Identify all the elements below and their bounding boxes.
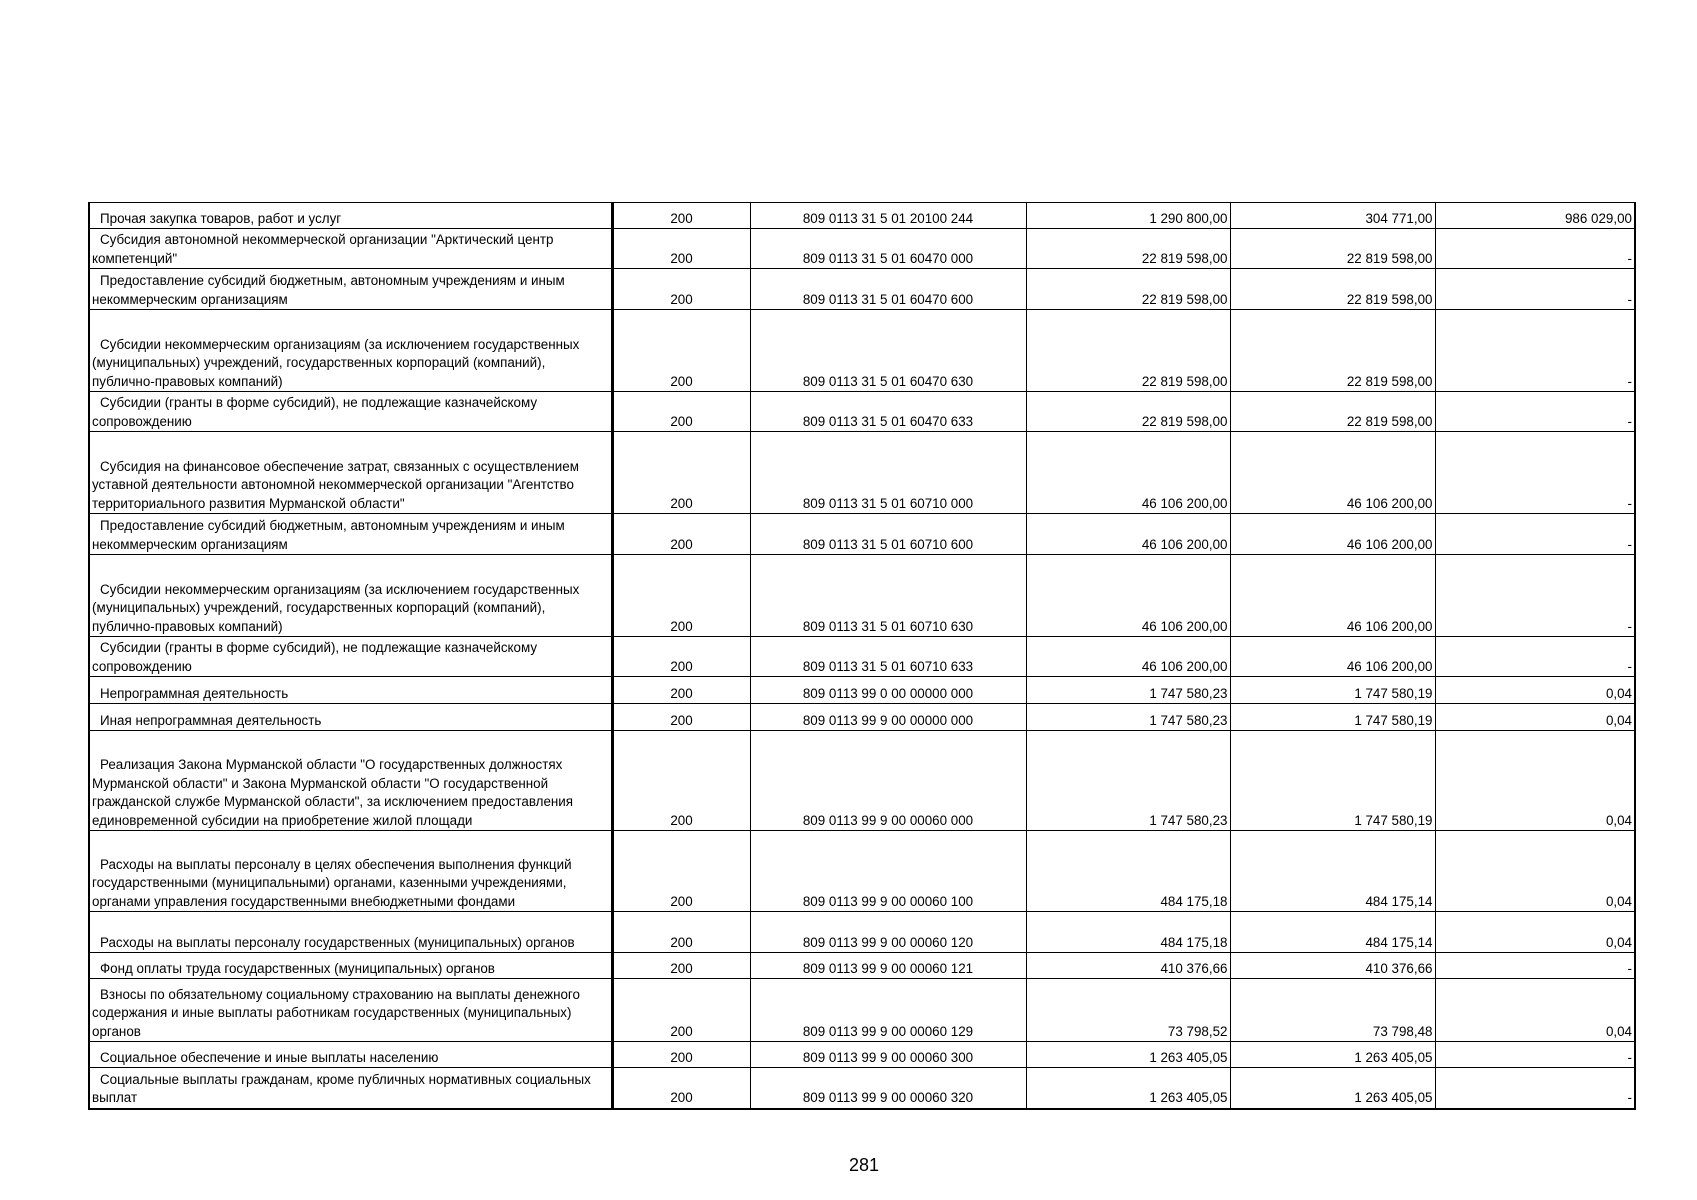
approved-amount-cell: 46 106 200,00	[1026, 555, 1230, 637]
table-row	[89, 1042, 1635, 1068]
expense-name-cell: Социальные выплаты гражданам, кроме публичных нормативных социальных выплат	[89, 1068, 612, 1109]
executed-amount-cell: 46 106 200,00	[1230, 637, 1435, 677]
expense-name-cell: Предоставление субсидий бюджетным, автономным учреждениям и иным некоммерческим организациям	[89, 269, 612, 310]
table-row	[89, 912, 1635, 953]
classification-code-cell: 809 0113 99 9 00 00060 129	[750, 979, 1026, 1042]
expense-name-cell: Расходы на выплаты персоналу в целях обеспечения выполнения функций государственными (муниципальными) органами, казенными учреждениями, органами управления государственными внебюджетными фондами	[89, 831, 612, 912]
line-code-cell: 200	[612, 1068, 750, 1109]
expense-name-cell: Субсидии некоммерческим организациям (за исключением государственных (муниципальных) учреждений, государственных корпораций (компаний), публично-правовых компаний)	[89, 310, 612, 392]
executed-amount-cell: 46 106 200,00	[1230, 555, 1435, 637]
line-code-cell: 200	[612, 514, 750, 555]
remaining-amount-cell: 0,04	[1435, 704, 1635, 731]
line-code-cell: 200	[612, 953, 750, 979]
approved-amount-cell: 73 798,52	[1026, 979, 1230, 1042]
remaining-amount-cell: 986 029,00	[1435, 203, 1635, 229]
remaining-amount-cell: -	[1435, 229, 1635, 269]
line-code-cell: 200	[612, 637, 750, 677]
executed-amount-cell: 46 106 200,00	[1230, 514, 1435, 555]
table-row	[89, 229, 1635, 269]
expense-name-cell: Прочая закупка товаров, работ и услуг	[89, 203, 612, 229]
classification-code-cell: 809 0113 99 0 00 00000 000	[750, 677, 1026, 704]
table-body	[89, 203, 1635, 1109]
executed-amount-cell: 484 175,14	[1230, 912, 1435, 953]
expense-name-cell: Субсидии (гранты в форме субсидий), не подлежащие казначейскому сопровождению	[89, 637, 612, 677]
remaining-amount-cell: -	[1435, 555, 1635, 637]
approved-amount-cell: 1 263 405,05	[1026, 1068, 1230, 1109]
classification-code-cell: 809 0113 31 5 01 60470 630	[750, 310, 1026, 392]
approved-amount-cell: 410 376,66	[1026, 953, 1230, 979]
classification-code-cell: 809 0113 99 9 00 00060 300	[750, 1042, 1026, 1068]
table-row	[89, 269, 1635, 310]
approved-amount-cell: 484 175,18	[1026, 912, 1230, 953]
table-row	[89, 310, 1635, 392]
approved-amount-cell: 22 819 598,00	[1026, 310, 1230, 392]
approved-amount-cell: 22 819 598,00	[1026, 269, 1230, 310]
approved-amount-cell: 46 106 200,00	[1026, 514, 1230, 555]
expense-name-cell: Субсидия на финансовое обеспечение затрат, связанных с осуществлением уставной деятельности автономной некоммерческой организации "Агентство территориального развития Мурманской области"	[89, 432, 612, 514]
classification-code-cell: 809 0113 31 5 01 60710 000	[750, 432, 1026, 514]
remaining-amount-cell: 0,04	[1435, 912, 1635, 953]
remaining-amount-cell: -	[1435, 953, 1635, 979]
expense-name-cell: Социальное обеспечение и иные выплаты населению	[89, 1042, 612, 1068]
line-code-cell: 200	[612, 831, 750, 912]
table-row	[89, 953, 1635, 979]
classification-code-cell: 809 0113 31 5 01 60710 630	[750, 555, 1026, 637]
approved-amount-cell: 1 263 405,05	[1026, 1042, 1230, 1068]
executed-amount-cell: 1 747 580,19	[1230, 731, 1435, 831]
classification-code-cell: 809 0113 31 5 01 60470 600	[750, 269, 1026, 310]
executed-amount-cell: 22 819 598,00	[1230, 229, 1435, 269]
approved-amount-cell: 1 747 580,23	[1026, 677, 1230, 704]
line-code-cell: 200	[612, 229, 750, 269]
executed-amount-cell: 22 819 598,00	[1230, 392, 1435, 432]
table-row	[89, 555, 1635, 637]
expense-name-cell: Иная непрограммная деятельность	[89, 704, 612, 731]
approved-amount-cell: 1 747 580,23	[1026, 731, 1230, 831]
expense-name-cell: Субсидия автономной некоммерческой организации "Арктический центр компетенций"	[89, 229, 612, 269]
remaining-amount-cell: -	[1435, 392, 1635, 432]
classification-code-cell: 809 0113 99 9 00 00060 000	[750, 731, 1026, 831]
executed-amount-cell: 410 376,66	[1230, 953, 1435, 979]
classification-code-cell: 809 0113 99 9 00 00060 121	[750, 953, 1026, 979]
table-row	[89, 432, 1635, 514]
table-row	[89, 704, 1635, 731]
line-code-cell: 200	[612, 704, 750, 731]
remaining-amount-cell: -	[1435, 637, 1635, 677]
table-row	[89, 1068, 1635, 1109]
line-code-cell: 200	[612, 310, 750, 392]
line-code-cell: 200	[612, 392, 750, 432]
classification-code-cell: 809 0113 31 5 01 60710 600	[750, 514, 1026, 555]
table-row	[89, 677, 1635, 704]
approved-amount-cell: 1 747 580,23	[1026, 704, 1230, 731]
expense-name-cell: Предоставление субсидий бюджетным, автономным учреждениям и иным некоммерческим организациям	[89, 514, 612, 555]
line-code-cell: 200	[612, 432, 750, 514]
budget-execution-table	[88, 202, 1636, 1110]
expense-name-cell: Непрограммная деятельность	[89, 677, 612, 704]
classification-code-cell: 809 0113 31 5 01 20100 244	[750, 203, 1026, 229]
table-row	[89, 637, 1635, 677]
expense-name-cell: Реализация Закона Мурманской области "О государственных должностях Мурманской области" и Закона Мурманской области "О государственной гражданской службе Мурманской области", за исключением предоставления единовременной субсидии на приобретение жилой площади	[89, 731, 612, 831]
executed-amount-cell: 22 819 598,00	[1230, 269, 1435, 310]
approved-amount-cell: 1 290 800,00	[1026, 203, 1230, 229]
line-code-cell: 200	[612, 555, 750, 637]
page-number: 281	[848, 1155, 880, 1175]
executed-amount-cell: 73 798,48	[1230, 979, 1435, 1042]
line-code-cell: 200	[612, 912, 750, 953]
executed-amount-cell: 22 819 598,00	[1230, 310, 1435, 392]
line-code-cell: 200	[612, 979, 750, 1042]
line-code-cell: 200	[612, 269, 750, 310]
approved-amount-cell: 22 819 598,00	[1026, 229, 1230, 269]
classification-code-cell: 809 0113 99 9 00 00000 000	[750, 704, 1026, 731]
executed-amount-cell: 46 106 200,00	[1230, 432, 1435, 514]
executed-amount-cell: 1 747 580,19	[1230, 677, 1435, 704]
classification-code-cell: 809 0113 31 5 01 60470 000	[750, 229, 1026, 269]
line-code-cell: 200	[612, 1042, 750, 1068]
table-row	[89, 203, 1635, 229]
line-code-cell: 200	[612, 731, 750, 831]
remaining-amount-cell: -	[1435, 514, 1635, 555]
remaining-amount-cell: -	[1435, 1068, 1635, 1109]
remaining-amount-cell: 0,04	[1435, 831, 1635, 912]
approved-amount-cell: 484 175,18	[1026, 831, 1230, 912]
remaining-amount-cell: -	[1435, 310, 1635, 392]
expense-name-cell: Взносы по обязательному социальному страхованию на выплаты денежного содержания и иные выплаты работникам государственных (муниципальных) органов	[89, 979, 612, 1042]
approved-amount-cell: 46 106 200,00	[1026, 432, 1230, 514]
line-code-cell: 200	[612, 203, 750, 229]
line-code-cell: 200	[612, 677, 750, 704]
approved-amount-cell: 46 106 200,00	[1026, 637, 1230, 677]
remaining-amount-cell: -	[1435, 432, 1635, 514]
expense-name-cell: Субсидии некоммерческим организациям (за исключением государственных (муниципальных) учреждений, государственных корпораций (компаний), публично-правовых компаний)	[89, 555, 612, 637]
table-row	[89, 392, 1635, 432]
table-row	[89, 731, 1635, 831]
table-row	[89, 514, 1635, 555]
expense-name-cell: Фонд оплаты труда государственных (муниципальных) органов	[89, 953, 612, 979]
table-row	[89, 831, 1635, 912]
classification-code-cell: 809 0113 31 5 01 60470 633	[750, 392, 1026, 432]
classification-code-cell: 809 0113 99 9 00 00060 320	[750, 1068, 1026, 1109]
approved-amount-cell: 22 819 598,00	[1026, 392, 1230, 432]
remaining-amount-cell: -	[1435, 269, 1635, 310]
executed-amount-cell: 484 175,14	[1230, 831, 1435, 912]
remaining-amount-cell: 0,04	[1435, 731, 1635, 831]
remaining-amount-cell: -	[1435, 1042, 1635, 1068]
remaining-amount-cell: 0,04	[1435, 677, 1635, 704]
executed-amount-cell: 1 747 580,19	[1230, 704, 1435, 731]
table-row	[89, 979, 1635, 1042]
classification-code-cell: 809 0113 31 5 01 60710 633	[750, 637, 1026, 677]
executed-amount-cell: 1 263 405,05	[1230, 1042, 1435, 1068]
executed-amount-cell: 1 263 405,05	[1230, 1068, 1435, 1109]
remaining-amount-cell: 0,04	[1435, 979, 1635, 1042]
expense-name-cell: Субсидии (гранты в форме субсидий), не подлежащие казначейскому сопровождению	[89, 392, 612, 432]
expense-name-cell: Расходы на выплаты персоналу государственных (муниципальных) органов	[89, 912, 612, 953]
executed-amount-cell: 304 771,00	[1230, 203, 1435, 229]
classification-code-cell: 809 0113 99 9 00 00060 120	[750, 912, 1026, 953]
classification-code-cell: 809 0113 99 9 00 00060 100	[750, 831, 1026, 912]
